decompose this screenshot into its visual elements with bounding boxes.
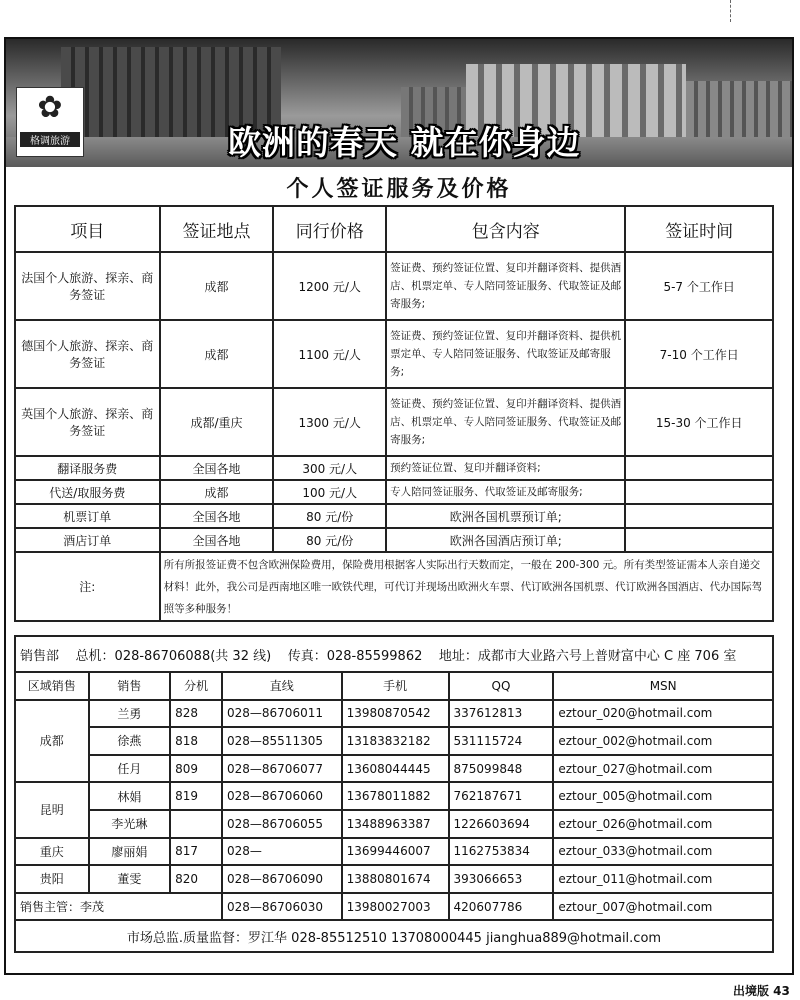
location-cell: 成都: [160, 320, 274, 388]
address: 地址：成都市大业路六号上普财富中心 C 座 706 室: [438, 648, 737, 664]
line-cell: 028—: [222, 838, 342, 866]
content-cell: 签证费、预约签证位置、复印并翻译资料、提供酒店、机票定单、专人陪同签证服务、代取签证及邮寄服务;: [386, 252, 625, 320]
page-number: 出境版 43: [733, 984, 790, 998]
content-cell: 预约签证位置、复印并翻译资料;: [386, 456, 625, 480]
header-cell: 同行价格: [273, 206, 386, 252]
mobile-cell: 13880801674: [342, 865, 449, 893]
line-cell: 028—86706090: [222, 865, 342, 893]
location-cell: 成都/重庆: [160, 388, 274, 456]
qq-cell: 762187671: [449, 782, 554, 810]
contact-table: [14, 635, 774, 953]
msn-cell: eztour_033@hotmail.com: [553, 838, 773, 866]
name-cell: 廖丽娟: [89, 838, 171, 866]
time-cell: [625, 528, 773, 552]
mobile-cell: 13980870542: [342, 700, 449, 728]
main-phone: 总机：028-86706088(共 32 线): [75, 648, 272, 664]
contact-row: [15, 838, 773, 866]
content-cell: 专人陪同签证服务、代取签证及邮寄服务;: [386, 480, 625, 504]
msn-cell: eztour_026@hotmail.com: [553, 810, 773, 838]
price-row: [15, 456, 773, 480]
price-row: [15, 252, 773, 320]
header-cell: 项目: [15, 206, 160, 252]
item-cell: 法国个人旅游、探亲、商务签证: [15, 252, 160, 320]
time-cell: 5-7 个工作日: [625, 252, 773, 320]
ext-cell: 817: [170, 838, 222, 866]
item-cell: 机票订单: [15, 504, 160, 528]
contact-info: [15, 636, 773, 672]
region-cell: 昆明: [15, 782, 89, 837]
price-row: [15, 504, 773, 528]
line-cell: 028—86706060: [222, 782, 342, 810]
header-cell: 销售: [89, 672, 171, 700]
price-cell: 80 元/份: [273, 504, 386, 528]
qq-cell: 531115724: [449, 727, 554, 755]
time-cell: 15-30 个工作日: [625, 388, 773, 456]
time-cell: [625, 480, 773, 504]
note-row: [15, 552, 773, 621]
item-cell: 德国个人旅游、探亲、商务签证: [15, 320, 160, 388]
qq-cell: 875099848: [449, 755, 554, 783]
mobile-cell: 13183832182: [342, 727, 449, 755]
price-header-row: [15, 206, 773, 252]
item-cell: 英国个人旅游、探亲、商务签证: [15, 388, 160, 456]
contact-header-row: [15, 672, 773, 700]
page-title: 个人签证服务及价格: [286, 177, 512, 202]
location-cell: 全国各地: [160, 528, 274, 552]
line-cell: 028—86706077: [222, 755, 342, 783]
content-cell: 签证费、预约签证位置、复印并翻译资料、提供酒店、机票定单、专人陪同签证服务、代取签证及邮寄服务;: [386, 388, 625, 456]
crop-mark: [730, 0, 731, 22]
qq-cell: 1226603694: [449, 810, 554, 838]
manager-row: [15, 893, 773, 921]
company-logo: [16, 87, 84, 157]
fax: 传真：028-85599862: [287, 648, 423, 664]
mobile-cell: 13699446007: [342, 838, 449, 866]
ext-cell: 819: [170, 782, 222, 810]
line-cell: 028—86706030: [222, 893, 342, 921]
item-cell: 代送/取服务费: [15, 480, 160, 504]
name-cell: 徐燕: [89, 727, 171, 755]
header-cell: QQ: [449, 672, 554, 700]
note-text: 所有所报签证费不包含欧洲保险费用，保险费用根据客人实际出行天数而定，一般在 200-300 元。所有类型签证需本人亲自递交材料！此外，我公司是西南地区唯一欧铁代理，可代订并现场出欧洲火车票、代订欧洲各国机票、代订欧洲各国酒店、代办国际驾照等多种服务！: [160, 552, 773, 621]
name-cell: 任月: [89, 755, 171, 783]
ext-cell: 818: [170, 727, 222, 755]
region-cell: 成都: [15, 700, 89, 783]
header-cell: 直线: [222, 672, 342, 700]
logo-text: 格调旅游: [20, 132, 80, 147]
manager-label: 销售主管：李茂: [15, 893, 222, 921]
quality-supervisor: 市场总监.质量监督：罗江华 028-85512510 13708000445 jianghua889@hotmail.com: [15, 920, 773, 952]
contact-row: [15, 865, 773, 893]
item-cell: 翻译服务费: [15, 456, 160, 480]
header-cell: MSN: [553, 672, 773, 700]
name-cell: 李光琳: [89, 810, 171, 838]
location-cell: 全国各地: [160, 504, 274, 528]
contact-row: [15, 727, 773, 755]
header-cell: 分机: [170, 672, 222, 700]
ad-frame: [4, 37, 794, 975]
banner: [6, 39, 792, 167]
time-cell: [625, 456, 773, 480]
msn-cell: eztour_011@hotmail.com: [553, 865, 773, 893]
msn-cell: eztour_005@hotmail.com: [553, 782, 773, 810]
header-cell: 区域销售: [15, 672, 89, 700]
ext-cell: [170, 810, 222, 838]
price-cell: 1200 元/人: [273, 252, 386, 320]
location-cell: 全国各地: [160, 456, 274, 480]
qq-cell: 337612813: [449, 700, 554, 728]
contact-row: [15, 782, 773, 810]
qq-cell: 393066653: [449, 865, 554, 893]
line-cell: 028—86706011: [222, 700, 342, 728]
location-cell: 成都: [160, 480, 274, 504]
region-cell: 贵阳: [15, 865, 89, 893]
header-cell: 签证地点: [160, 206, 274, 252]
content-cell: 欧洲各国酒店预订单;: [386, 528, 625, 552]
mobile-cell: 13980027003: [342, 893, 449, 921]
footer-row: [15, 920, 773, 952]
price-cell: 300 元/人: [273, 456, 386, 480]
price-row: [15, 320, 773, 388]
header-cell: 包含内容: [386, 206, 625, 252]
price-cell: 1100 元/人: [273, 320, 386, 388]
msn-cell: eztour_020@hotmail.com: [553, 700, 773, 728]
header-cell: 签证时间: [625, 206, 773, 252]
qq-cell: 1162753834: [449, 838, 554, 866]
msn-cell: eztour_027@hotmail.com: [553, 755, 773, 783]
price-row: [15, 528, 773, 552]
mobile-cell: 13488963387: [342, 810, 449, 838]
time-cell: 7-10 个工作日: [625, 320, 773, 388]
flower-icon: ✿: [37, 90, 63, 125]
mobile-cell: 13678011882: [342, 782, 449, 810]
line-cell: 028—86706055: [222, 810, 342, 838]
price-row: [15, 480, 773, 504]
price-cell: 100 元/人: [273, 480, 386, 504]
name-cell: 林娟: [89, 782, 171, 810]
item-cell: 酒店订单: [15, 528, 160, 552]
name-cell: 董雯: [89, 865, 171, 893]
region-cell: 重庆: [15, 838, 89, 866]
price-table: [14, 205, 774, 622]
ext-cell: 809: [170, 755, 222, 783]
qq-cell: 420607786: [449, 893, 554, 921]
content-cell: 签证费、预约签证位置、复印并翻译资料、提供机票定单、专人陪同签证服务、代取签证及邮寄服务;: [386, 320, 625, 388]
ext-cell: 820: [170, 865, 222, 893]
contact-row: [15, 755, 773, 783]
location-cell: 成都: [160, 252, 274, 320]
line-cell: 028—85511305: [222, 727, 342, 755]
contact-row: [15, 700, 773, 728]
msn-cell: eztour_007@hotmail.com: [553, 893, 773, 921]
header-cell: 手机: [342, 672, 449, 700]
note-label: 注:: [15, 552, 160, 621]
msn-cell: eztour_002@hotmail.com: [553, 727, 773, 755]
sales-dept: 销售部: [20, 648, 60, 664]
content-cell: 欧洲各国机票预订单;: [386, 504, 625, 528]
ext-cell: 828: [170, 700, 222, 728]
mobile-cell: 13608044445: [342, 755, 449, 783]
contact-row: [15, 810, 773, 838]
price-cell: 1300 元/人: [273, 388, 386, 456]
time-cell: [625, 504, 773, 528]
price-cell: 80 元/份: [273, 528, 386, 552]
price-row: [15, 388, 773, 456]
slogan: 欧洲的春天 就在你身边: [228, 123, 581, 162]
name-cell: 兰勇: [89, 700, 171, 728]
contact-info-row: [15, 636, 773, 672]
